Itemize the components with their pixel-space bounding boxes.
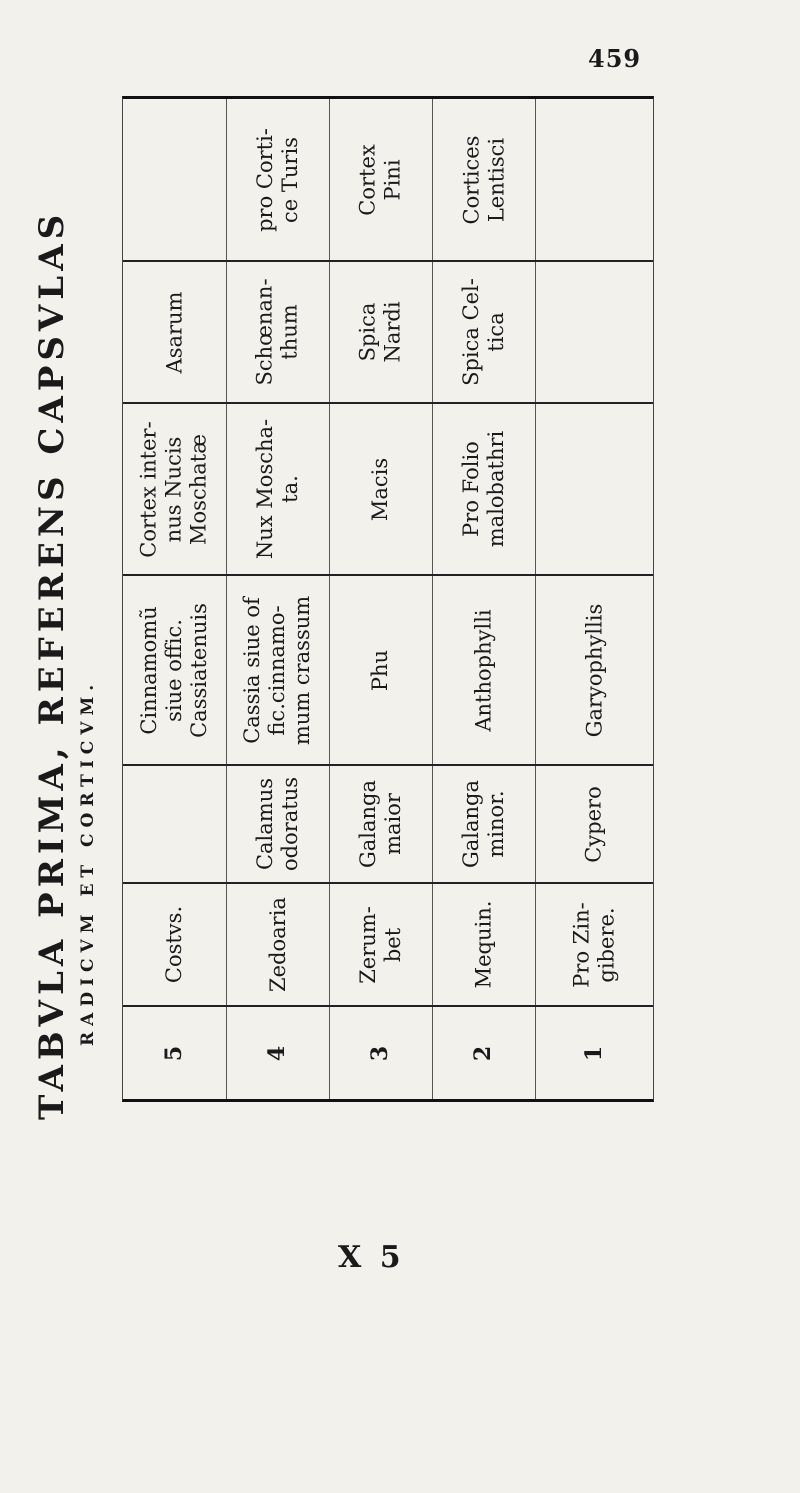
table-cell: Zedoaria [226,884,329,1005]
table-row-head [123,766,226,882]
table-cell: Garyophyllis [535,576,653,764]
table-row-head: Costvs. [162,905,186,984]
table-cell: Zerum- bet [329,884,432,1005]
table-row [123,766,653,884]
table-cell: Calamus odoratus [226,766,329,882]
row-number: 5 [161,1045,187,1061]
table-cell: Spica Nardi [329,262,432,402]
table-cell: Macis [329,404,432,574]
table-cell: Anthophylli [432,576,535,764]
table-cell: Phu [329,576,432,764]
table-cell: Nux Moscha- ta. [226,404,329,574]
table-cell: Pro Folio malobathri [432,404,535,574]
table-row-head: Cinnamomũ siue offic. Cassiatenuis [137,602,212,738]
table-cell [535,262,653,402]
table-row [123,99,653,262]
table-row-head: Cortex inter- nus Nucis Moschatæ [137,420,212,558]
table-cell: Cypero [535,766,653,882]
table-cell: Cortices Lentisci [432,99,535,260]
table-row [123,576,653,766]
row-number: 4 [226,1007,329,1099]
row-number: 3 [329,1007,432,1099]
row-number: 2 [432,1007,535,1099]
capsule-table [122,96,654,1102]
table-row-head [123,99,226,260]
title-line-2: RADICVM ET CORTICVM. [78,678,98,1046]
signature-mark: X 5 [338,1240,405,1275]
row-number: 1 [535,1007,653,1099]
table-cell [535,99,653,260]
table-cell: pro Corti- ce Turis [226,99,329,260]
page-title [30,210,102,1120]
page-number: 459 [588,44,642,73]
table-row-head: Asarum [161,291,186,373]
title-line-1: TABVLA PRIMA, REFERENS CAPSVLAS [32,209,72,1120]
table-cell: Cortex Pini [329,99,432,260]
table-row-numbers [123,1007,653,1099]
table-row [123,262,653,404]
table-cell: Galanga maior [329,766,432,882]
table-cell: Cassia siue of fic.cinnamo- mum crassum [226,576,329,764]
table-cell: Pro Zin- gibere. [535,884,653,1005]
table-row [123,404,653,576]
table-cell: Spica Cel- tica [432,262,535,402]
table-cell: Schœnan- thum [226,262,329,402]
table-cell: Galanga minor. [432,766,535,882]
table-cell: Mequin. [432,884,535,1005]
table-cell [535,404,653,574]
table-row [123,884,653,1007]
